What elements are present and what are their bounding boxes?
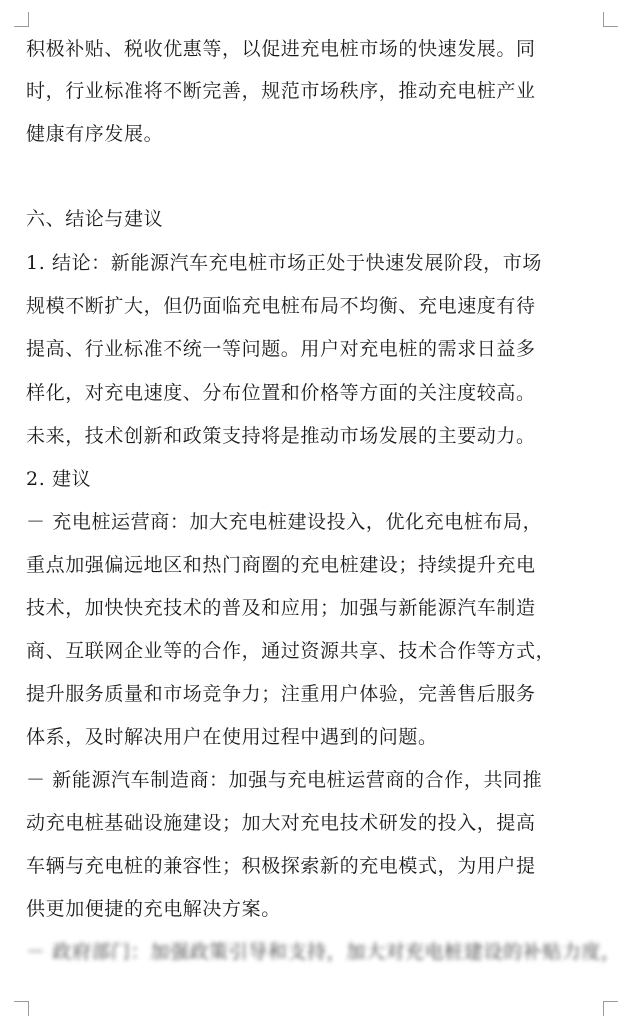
- conclusion-line: 规模不断扩大，但仍面临充电桩布局不均衡、充电速度有待: [26, 295, 536, 317]
- subheading-suggestions: 2. 建议: [26, 468, 92, 490]
- conclusion-line: 1. 结论：新能源汽车充电桩市场正处于快速发展阶段，市场: [26, 252, 542, 274]
- crop-mark-bottom-left: [14, 1001, 29, 1016]
- body-line: 健康有序发展。: [26, 123, 164, 145]
- suggestion-line: 提升服务质量和市场竞争力；注重用户体验，完善售后服务: [26, 683, 536, 705]
- body-line: 时，行业标准将不断完善，规范市场秩序，推动充电桩产业: [26, 80, 536, 102]
- suggestion-line: 供更加便捷的充电解决方案。: [26, 898, 281, 920]
- suggestion-line: 体系，及时解决用户在使用过程中遇到的问题。: [26, 726, 438, 748]
- conclusion-line: 提高、行业标准不统一等问题。用户对充电桩的需求日益多: [26, 338, 536, 360]
- section-heading: 六、结论与建议: [26, 208, 164, 230]
- body-line: 积极补贴、税收优惠等，以促进充电桩市场的快速发展。同: [26, 38, 536, 60]
- suggestion-line: 动充电桩基础设施建设；加大对充电技术研发的投入，提高: [26, 812, 536, 834]
- suggestion-line: － 新能源汽车制造商：加强与充电桩运营商的合作，共同推: [26, 769, 543, 791]
- suggestion-line: 重点加强偏远地区和热门商圈的充电桩建设；持续提升充电: [26, 554, 536, 576]
- conclusion-line: 未来，技术创新和政策支持将是推动市场发展的主要动力。: [26, 425, 536, 447]
- crop-mark-top-left: [14, 12, 29, 27]
- suggestion-line: 车辆与充电桩的兼容性；积极探索新的充电模式，为用户提: [26, 855, 536, 877]
- suggestion-line: － 充电桩运营商：加大充电桩建设投入，优化充电桩布局，: [26, 511, 543, 533]
- suggestion-line: 技术，加快快充技术的普及和应用；加强与新能源汽车制造: [26, 597, 536, 619]
- suggestion-line-partial: － 政府部门：加强政策引导和支持，加大对充电桩建设的补贴力度，: [26, 941, 621, 963]
- suggestion-line: 商、互联网企业等的合作，通过资源共享、技术合作等方式，: [26, 640, 556, 662]
- conclusion-line: 样化，对充电速度、分布位置和价格等方面的关注度较高。: [26, 382, 536, 404]
- crop-mark-top-right: [603, 12, 618, 27]
- crop-mark-bottom-right: [603, 1001, 618, 1016]
